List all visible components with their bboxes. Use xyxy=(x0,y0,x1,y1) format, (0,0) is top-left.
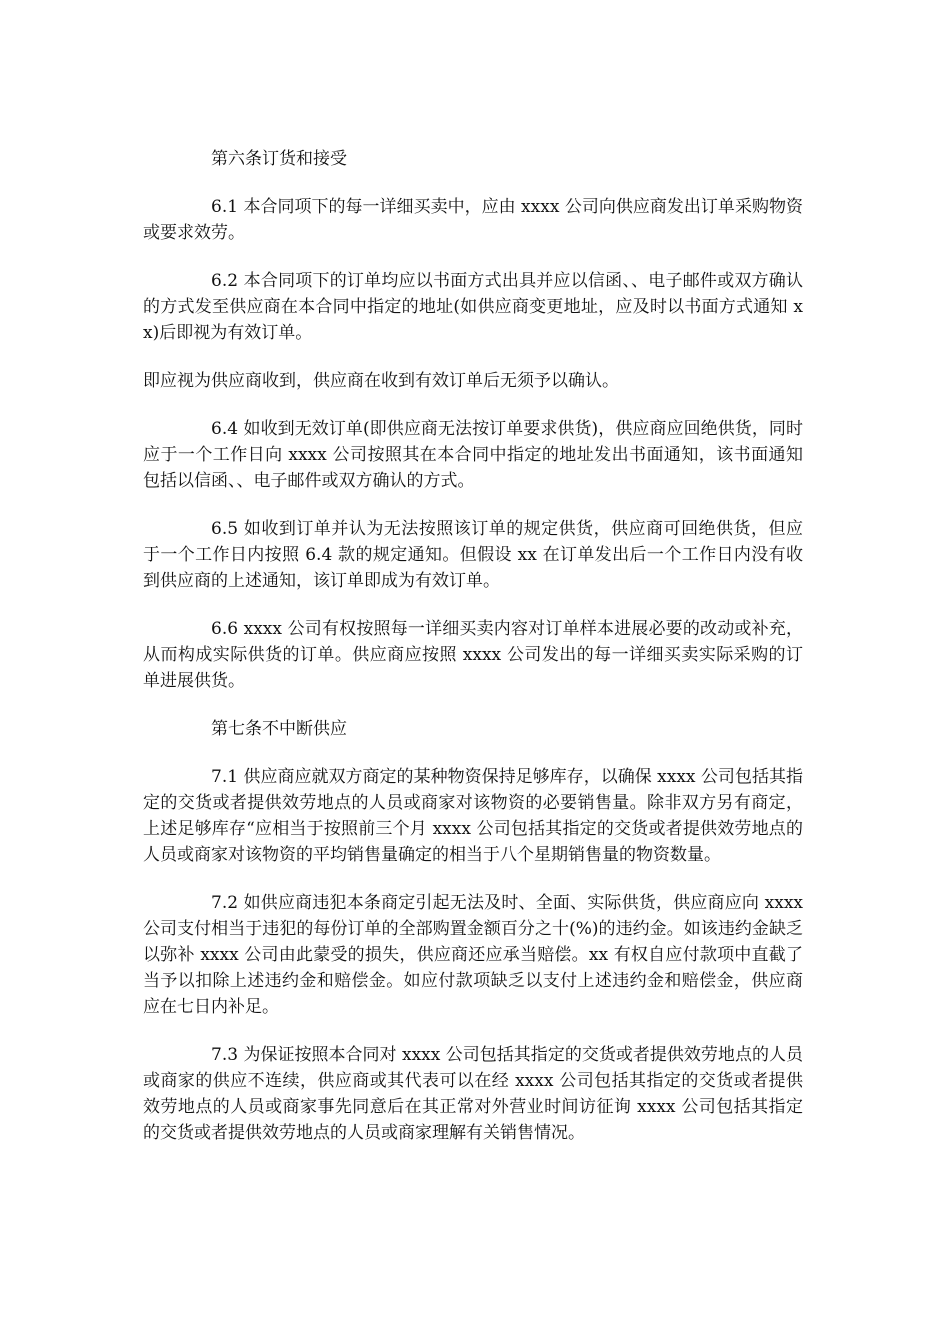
clause-6-1: 6.1 本合同项下的每一详细买卖中，应由 xxxx 公司向供应商发出订单采购物资或要求效劳。 xyxy=(143,197,803,243)
section-heading-6: 第六条订货和接受 xyxy=(211,149,347,169)
document-page xyxy=(143,146,803,1168)
clause-6-4: 6.4 如收到无效订单(即供应商无法按订单要求供货)，供应商应回绝供货，同时应于一个工作日向 xxxx 公司按照其在本合同中指定的地址发出书面通知，该书面通知包括以信函、、电子邮件或双方确认的方式。 xyxy=(143,419,803,491)
clause-7-3: 7.3 为保证按照本合同对 xxxx 公司包括其指定的交货或者提供效劳地点的人员或商家的供应不连续，供应商或其代表可以在经 xxxx 公司包括其指定的交货或者提供效劳地点的人员或商家事先同意后在其正常对外营业时间访征询 xxxx 公司包括其指定的交货或者提供效劳地点的人员或商家理解有关销售情况。 xyxy=(143,1045,803,1143)
clause-6-5: 6.5 如收到订单并认为无法按照该订单的规定供货，供应商可回绝供货，但应于一个工作日内按照 6.4 款的规定通知。但假设 xx 在订单发出后一个工作日内没有收到供应商的上述通知，该订单即成为有效订单。 xyxy=(143,519,803,591)
clause-6-3-fragment: 即应视为供应商收到，供应商在收到有效订单后无须予以确认。 xyxy=(143,371,619,391)
section-heading-7: 第七条不中断供应 xyxy=(211,719,347,739)
clause-6-6: 6.6 xxxx 公司有权按照每一详细买卖内容对订单样本进展必要的改动或补充，从而构成实际供货的订单。供应商应按照 xxxx 公司发出的每一详细买卖实际采购的订单进展供货。 xyxy=(143,619,803,691)
clause-7-2: 7.2 如供应商违犯本条商定引起无法及时、全面、实际供货，供应商应向 xxxx 公司支付相当于违犯的每份订单的全部购置金额百分之十(%)的违约金。如该违约金缺乏以弥补 xxxx 公司由此蒙受的损失，供应商还应承当赔偿。xx 有权自应付款项中直截了当予以扣除上述违约金和赔偿金。如应付款项缺乏以支付上述违约金和赔偿金，供应商应在七日内补足。 xyxy=(143,893,803,1017)
clause-7-1: 7.1 供应商应就双方商定的某种物资保持足够库存，以确保 xxxx 公司包括其指定的交货或者提供效劳地点的人员或商家对该物资的必要销售量。除非双方另有商定，上述足够库存“应相当于按照前三个月 xxxx 公司包括其指定的交货或者提供效劳地点的人员或商家对该物资的平均销售量确定的相当于八个星期销售量的物资数量。 xyxy=(143,767,803,865)
clause-6-2: 6.2 本合同项下的订单均应以书面方式出具并应以信函、、电子邮件或双方确认的方式发至供应商在本合同中指定的地址(如供应商变更地址，应及时以书面方式通知 xx)后即视为有效订单。 xyxy=(143,271,803,343)
